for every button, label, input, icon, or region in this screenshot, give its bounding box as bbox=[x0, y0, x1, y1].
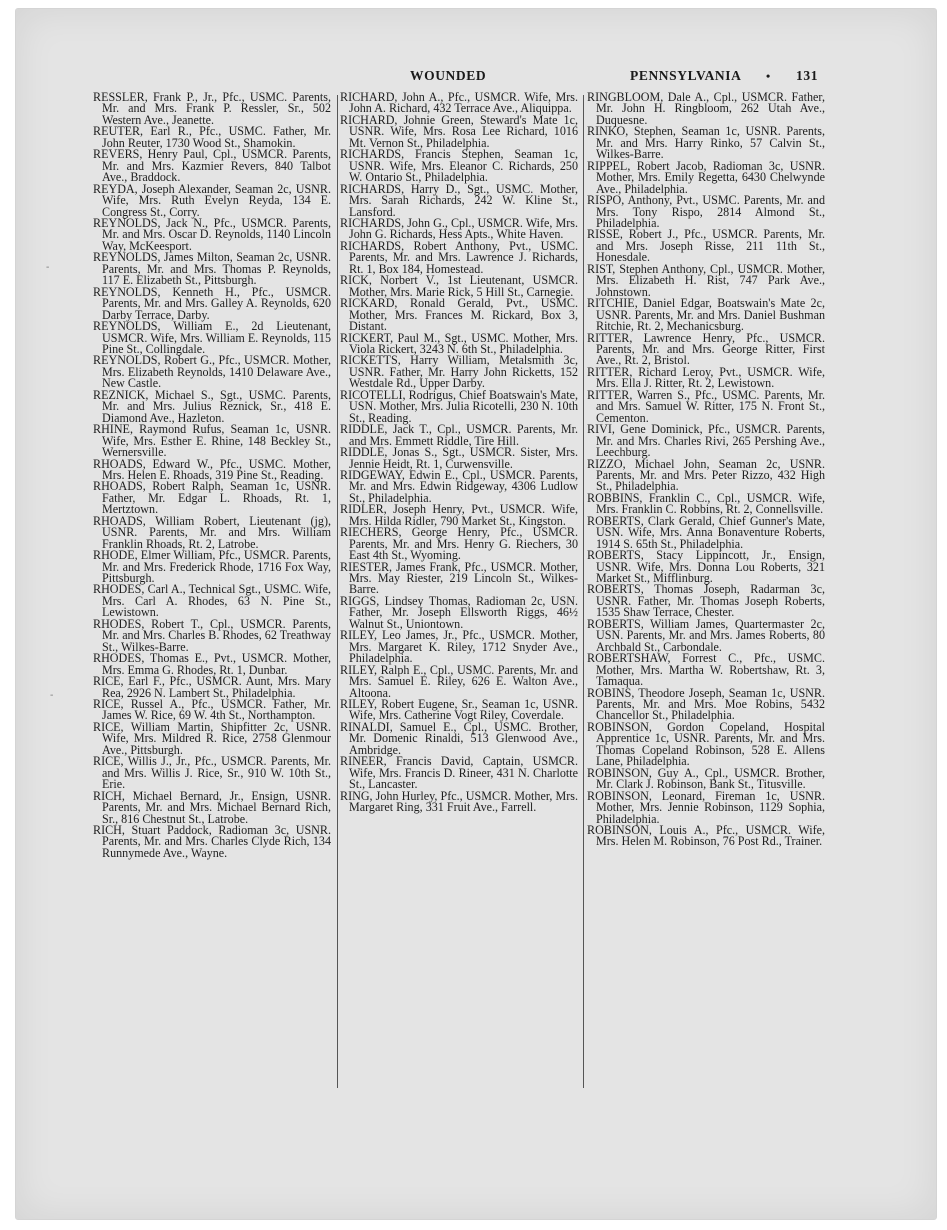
page-header bbox=[0, 68, 947, 86]
scan-speck: - bbox=[46, 262, 50, 273]
casualty-entry: RIDLER, Joseph Henry, Pvt., USMCR. Wife, Mrs. Hilda Ridler, 790 Market St., Kingston. bbox=[340, 502, 578, 528]
casualty-entry: REYDA, Joseph Alexander, Seaman 2c, USNR. Wife, Mrs. Ruth Evelyn Reyda, 134 E. Congress St., Corry. bbox=[93, 181, 331, 219]
casualty-entry: RIZZO, Michael John, Seaman 2c, USNR. Parents, Mr. and Mrs. Peter Rizzo, 432 High St., Philadelphia. bbox=[587, 456, 825, 494]
casualty-entry: REYNOLDS, Jack N., Pfc., USMCR. Parents, Mr. and Mrs. Oscar D. Reynolds, 1140 Lincoln Way, McKeesport. bbox=[93, 215, 331, 253]
column-2 bbox=[340, 92, 578, 814]
casualty-entry: RISSE, Robert J., Pfc., USMCR. Parents, Mr. and Mrs. Joseph Risse, 211 11th St., Honesdale. bbox=[587, 227, 825, 265]
casualty-entry: RIECHERS, George Henry, Pfc., USMCR. Parents, Mr. and Mrs. Henry G. Riechers, 30 East 4th St., Wyoming. bbox=[340, 525, 578, 563]
casualty-entry: ROBBINS, Franklin C., Cpl., USMCR. Wife, Mrs. Franklin C. Robbins, Rt. 2, Connellsville. bbox=[587, 490, 825, 517]
casualty-entry: REYNOLDS, Robert G., Pfc., USMCR. Mother, Mrs. Elizabeth Reynolds, 1410 Delaware Ave., New Castle. bbox=[93, 353, 331, 391]
casualty-entry: ROBERTS, Clark Gerald, Chief Gunner's Mate, USN. Wife, Mrs. Anna Bonaventure Roberts, 1914 S. 65th St., Philadelphia. bbox=[587, 513, 825, 551]
casualty-entry: ROBINSON, Louis A., Pfc., USMCR. Wife, Mrs. Helen M. Robinson, 76 Post Rd., Trainer. bbox=[587, 823, 825, 849]
casualty-entry: RICK, Norbert V., 1st Lieutenant, USMCR. Mother, Mrs. Marie Rick, 5 Hill St., Carnegie. bbox=[340, 273, 578, 299]
casualty-entry: REYNOLDS, Kenneth H., Pfc., USMCR. Parents, Mr. and Mrs. Galley A. Reynolds, 620 Darby Terrace, Darby. bbox=[93, 284, 331, 322]
casualty-entry: RICE, Willis J., Jr., Pfc., USMCR. Parents, Mr. and Mrs. Willis J. Rice, Sr., 910 W. 10th St., Erie. bbox=[93, 754, 331, 792]
casualty-entry: REYNOLDS, William E., 2d Lieutenant, USMCR. Wife, Mrs. William E. Reynolds, 115 Pine St., Collingdale. bbox=[93, 319, 331, 356]
column-3 bbox=[587, 92, 825, 848]
casualty-entry: RHODES, Robert T., Cpl., USMCR. Parents, Mr. and Mrs. Charles B. Rhodes, 62 Treathway St., Wilkes-Barre. bbox=[93, 616, 331, 654]
casualty-entry: RHODES, Carl A., Technical Sgt., USMC. Wife, Mrs. Carl A. Rhodes, 63 N. Pine St., Lewistown. bbox=[93, 582, 331, 620]
page-number: 131 bbox=[796, 68, 819, 83]
casualty-entry: RIDDLE, Jonas S., Sgt., USMCR. Sister, Mrs. Jennie Heidt, Rt. 1, Curwensville. bbox=[340, 445, 578, 471]
casualty-entry: RIVI, Gene Dominick, Pfc., USMCR. Parents, Mr. and Mrs. Charles Rivi, 265 Pershing Ave., Leechburg. bbox=[587, 422, 825, 460]
casualty-entry: RILEY, Ralph E., Cpl., USMC. Parents, Mr. and Mrs. Samuel E. Riley, 626 E. Walton Ave., Altoona. bbox=[340, 662, 578, 700]
casualty-entry: RING, John Hurley, Pfc., USMCR. Mother, Mrs. Margaret Ring, 331 Fruit Ave., Farrell. bbox=[340, 788, 578, 815]
casualty-entry: RICOTELLI, Rodrigus, Chief Boatswain's Mate, USN. Mother, Mrs. Julia Ricotelli, 230 N. 10th St., Reading. bbox=[340, 387, 578, 425]
state-title: PENNSYLVANIA bbox=[630, 68, 742, 83]
casualty-entry: RHODE, Elmer William, Pfc., USMCR. Parents, Mr. and Mrs. Frederick Rhode, 1716 Fox Way, Pittsburgh. bbox=[93, 548, 331, 586]
casualty-entry: REZNICK, Michael S., Sgt., USMC. Parents, Mr. and Mrs. Julius Reznick, Sr., 418 E. Diamond Ave., Hazleton. bbox=[93, 387, 331, 425]
casualty-entry: RINGBLOOM, Dale A., Cpl., USMCR. Father, Mr. John H. Ringbloom, 262 Utah Ave., Duquesne. bbox=[587, 90, 825, 127]
casualty-entry: RICKARD, Ronald Gerald, Pvt., USMC. Mother, Mrs. Frances M. Rickard, Box 3, Distant. bbox=[340, 296, 578, 334]
casualty-entry: RICE, Russel A., Pfc., USMCR. Father, Mr. James W. Rice, 69 W. 4th St., Northampton. bbox=[93, 697, 331, 723]
casualty-entry: RITTER, Lawrence Henry, Pfc., USMCR. Parents, Mr. and Mrs. George Ritter, First Ave., Rt. 2, Bristol. bbox=[587, 330, 825, 368]
casualty-entry: RITTER, Warren S., Pfc., USMC. Parents, Mr. and Mrs. Samuel W. Ritter, 175 N. Front St., Cementon. bbox=[587, 387, 825, 425]
bullet-separator: • bbox=[766, 69, 771, 83]
casualty-entry: RICHARDS, John G., Cpl., USMCR. Wife, Mrs. John G. Richards, Hess Apts., White Haven. bbox=[340, 215, 578, 242]
scan-speck: - bbox=[50, 690, 54, 701]
casualty-entry: RICH, Stuart Paddock, Radioman 3c, USNR. Parents, Mr. and Mrs. Charles Clyde Rich, 134 Runnymede Ave., Wayne. bbox=[93, 823, 331, 860]
casualty-entry: RICE, Earl F., Pfc., USMCR. Aunt, Mrs. Mary Rea, 2926 N. Lambert St., Philadelphia. bbox=[93, 674, 331, 700]
casualty-entry: RHOADS, William Robert, Lieutenant (jg), USNR. Parents, Mr. and Mrs. William Franklin Rhoads, Rt. 2, Latrobe. bbox=[93, 513, 331, 551]
casualty-entry: RILEY, Robert Eugene, Sr., Seaman 1c, USNR. Wife, Mrs. Catherine Vogt Riley, Coverdale. bbox=[340, 697, 578, 723]
casualty-entry: RHOADS, Robert Ralph, Seaman 1c, USNR. Father, Mr. Edgar L. Rhoads, Rt. 1, Mertztown. bbox=[93, 479, 331, 517]
column-divider-1 bbox=[337, 95, 338, 1088]
casualty-entry: RHODES, Thomas E., Pvt., USMCR. Mother, Mrs. Emma G. Rhodes, Rt. 1, Dunbar. bbox=[93, 651, 331, 677]
casualty-entry: REUTER, Earl R., Pfc., USMC. Father, Mr. John Reuter, 1730 Wood St., Shamokin. bbox=[93, 124, 331, 150]
casualty-entry: RIESTER, James Frank, Pfc., USMCR. Mother, Mrs. May Riester, 219 Lincoln St., Wilkes-Barre. bbox=[340, 559, 578, 597]
casualty-entry: REYNOLDS, James Milton, Seaman 2c, USNR. Parents, Mr. and Mrs. Thomas P. Reynolds, 117 E. Elizabeth St., Pittsburgh. bbox=[93, 250, 331, 288]
casualty-entry: RISPO, Anthony, Pvt., USMC. Parents, Mr. and Mrs. Tony Rispo, 2814 Almond St., Philadelphia. bbox=[587, 193, 825, 230]
casualty-entry: RIDDLE, Jack T., Cpl., USMCR. Parents, Mr. and Mrs. Emmett Riddle, Tire Hill. bbox=[340, 422, 578, 448]
casualty-entry: RICHARDS, Harry D., Sgt., USMC. Mother, Mrs. Sarah Richards, 242 W. Kline St., Lansford. bbox=[340, 181, 578, 219]
casualty-entry: ROBERTSHAW, Forrest C., Pfc., USMC. Mother, Mrs. Martha W. Robertshaw, Rt. 3, Tamaqua. bbox=[587, 651, 825, 689]
casualty-entry: RICKERT, Paul M., Sgt., USMC. Mother, Mrs. Viola Rickert, 3243 N. 6th St., Philadelphia. bbox=[340, 330, 578, 356]
casualty-entry: RHOADS, Edward W., Pfc., USMC. Mother, Mrs. Helen E. Rhoads, 319 Pine St., Reading. bbox=[93, 456, 331, 482]
casualty-entry: RIDGEWAY, Edwin E., Cpl., USMCR. Parents, Mr. and Mrs. Edwin Ridgeway, 4306 Ludlow St., Philadelphia. bbox=[340, 467, 578, 505]
casualty-entry: ROBINS, Theodore Joseph, Seaman 1c, USNR. Parents, Mr. and Mrs. Moe Robins, 5432 Chancellor St., Philadelphia. bbox=[587, 685, 825, 723]
casualty-entry: RICHARD, Johnie Green, Steward's Mate 1c, USNR. Wife, Mrs. Rosa Lee Richard, 1016 Mt. Vernon St., Philadelphia. bbox=[340, 112, 578, 150]
casualty-entry: RICH, Michael Bernard, Jr., Ensign, USNR. Parents, Mr. and Mrs. Michael Bernard Rich, Sr., 816 Chestnut St., Latrobe. bbox=[93, 788, 331, 826]
casualty-entry: ROBERTS, William James, Quartermaster 2c, USN. Parents, Mr. and Mrs. James Roberts, 80 Archbald St., Carbondale. bbox=[587, 616, 825, 654]
casualty-entry: RICHARDS, Francis Stephen, Seaman 1c, USNR. Wife, Mrs. Eleanor C. Richards, 250 W. Ontario St., Philadelphia. bbox=[340, 147, 578, 185]
casualty-entry: RIPPEL, Robert Jacob, Radioman 3c, USNR. Mother, Mrs. Emily Regetta, 6430 Chelwynde Ave., Philadelphia. bbox=[587, 158, 825, 196]
column-divider-2 bbox=[583, 95, 584, 1088]
casualty-entry: RICHARDS, Robert Anthony, Pvt., USMC. Parents, Mr. and Mrs. Lawrence J. Richards, Rt. 1, Box 184, Homestead. bbox=[340, 238, 578, 276]
casualty-entry: RICE, William Martin, Shipfitter 2c, USNR. Wife, Mrs. Mildred R. Rice, 2758 Glenmour Ave., Pittsburgh. bbox=[93, 719, 331, 757]
casualty-entry: ROBERTS, Stacy Lippincott, Jr., Ensign, USNR. Wife, Mrs. Donna Lou Roberts, 321 Market St., Mifflinburg. bbox=[587, 548, 825, 586]
casualty-entry: RINEER, Francis David, Captain, USMCR. Wife, Mrs. Francis D. Rineer, 431 N. Charlotte St., Lancaster. bbox=[340, 754, 578, 792]
casualty-entry: RINALDI, Samuel E., Cpl., USMC. Brother, Mr. Domenic Rinaldi, 513 Glenwood Ave., Ambridge. bbox=[340, 719, 578, 757]
casualty-entry: RHINE, Raymond Rufus, Seaman 1c, USNR. Wife, Mrs. Esther E. Rhine, 148 Beckley St., Wernersville. bbox=[93, 422, 331, 460]
casualty-entry: RESSLER, Frank P., Jr., Pfc., USMC. Parents, Mr. and Mrs. Frank P. Ressler, Sr., 502 Western Ave., Jeanette. bbox=[93, 90, 331, 127]
column-1 bbox=[93, 92, 331, 859]
casualty-entry: REVERS, Henry Paul, Cpl., USMCR. Parents, Mr. and Mrs. Kazmier Revers, 840 Talbot Ave., Braddock. bbox=[93, 147, 331, 185]
casualty-entry: ROBINSON, Leonard, Fireman 1c, USNR. Mother, Mrs. Jennie Robinson, 1129 Sophia, Philadelphia. bbox=[587, 788, 825, 826]
casualty-entry: ROBINSON, Guy A., Cpl., USMCR. Brother, Mr. Clark J. Robinson, Bank St., Titusville. bbox=[587, 765, 825, 792]
casualty-entry: ROBINSON, Gordon Copeland, Hospital Apprentice 1c, USNR. Parents, Mr. and Mrs. Thomas Copeland Robinson, 528 E. Allens Lane, Philadelphia. bbox=[587, 719, 825, 769]
section-title: WOUNDED bbox=[410, 68, 487, 83]
casualty-entry: ROBERTS, Thomas Joseph, Radarman 3c, USNR. Father, Mr. Thomas Joseph Roberts, 1535 Shaw Terrace, Chester. bbox=[587, 582, 825, 620]
casualty-entry: RIGGS, Lindsey Thomas, Radioman 2c, USN. Father, Mr. Joseph Ellsworth Riggs, 46½ Walnut St., Uniontown. bbox=[340, 593, 578, 631]
casualty-entry: RILEY, Leo James, Jr., Pfc., USMCR. Mother, Mrs. Margaret K. Riley, 1712 Snyder Ave., Philadelphia. bbox=[340, 628, 578, 666]
casualty-entry: RICHARD, John A., Pfc., USMCR. Wife, Mrs. John A. Richard, 432 Terrace Ave., Aliquippa. bbox=[340, 90, 578, 116]
casualty-entry: RINKO, Stephen, Seaman 1c, USNR. Parents, Mr. and Mrs. Harry Rinko, 57 Calvin St., Wilkes-Barre. bbox=[587, 124, 825, 162]
casualty-entry: RIST, Stephen Anthony, Cpl., USMCR. Mother, Mrs. Elizabeth H. Rist, 747 Park Ave., Johnstown. bbox=[587, 261, 825, 299]
casualty-entry: RICKETTS, Harry William, Metalsmith 3c, USNR. Father, Mr. Harry John Ricketts, 152 Westdale Rd., Upper Darby. bbox=[340, 353, 578, 391]
casualty-entry: RITCHIE, Daniel Edgar, Boatswain's Mate 2c, USNR. Parents, Mr. and Mrs. Daniel Bushman Ritchie, Rt. 2, Mechanicsburg. bbox=[587, 296, 825, 334]
casualty-entry: RITTER, Richard Leroy, Pvt., USMCR. Wife, Mrs. Ella J. Ritter, Rt. 2, Lewistown. bbox=[587, 364, 825, 391]
